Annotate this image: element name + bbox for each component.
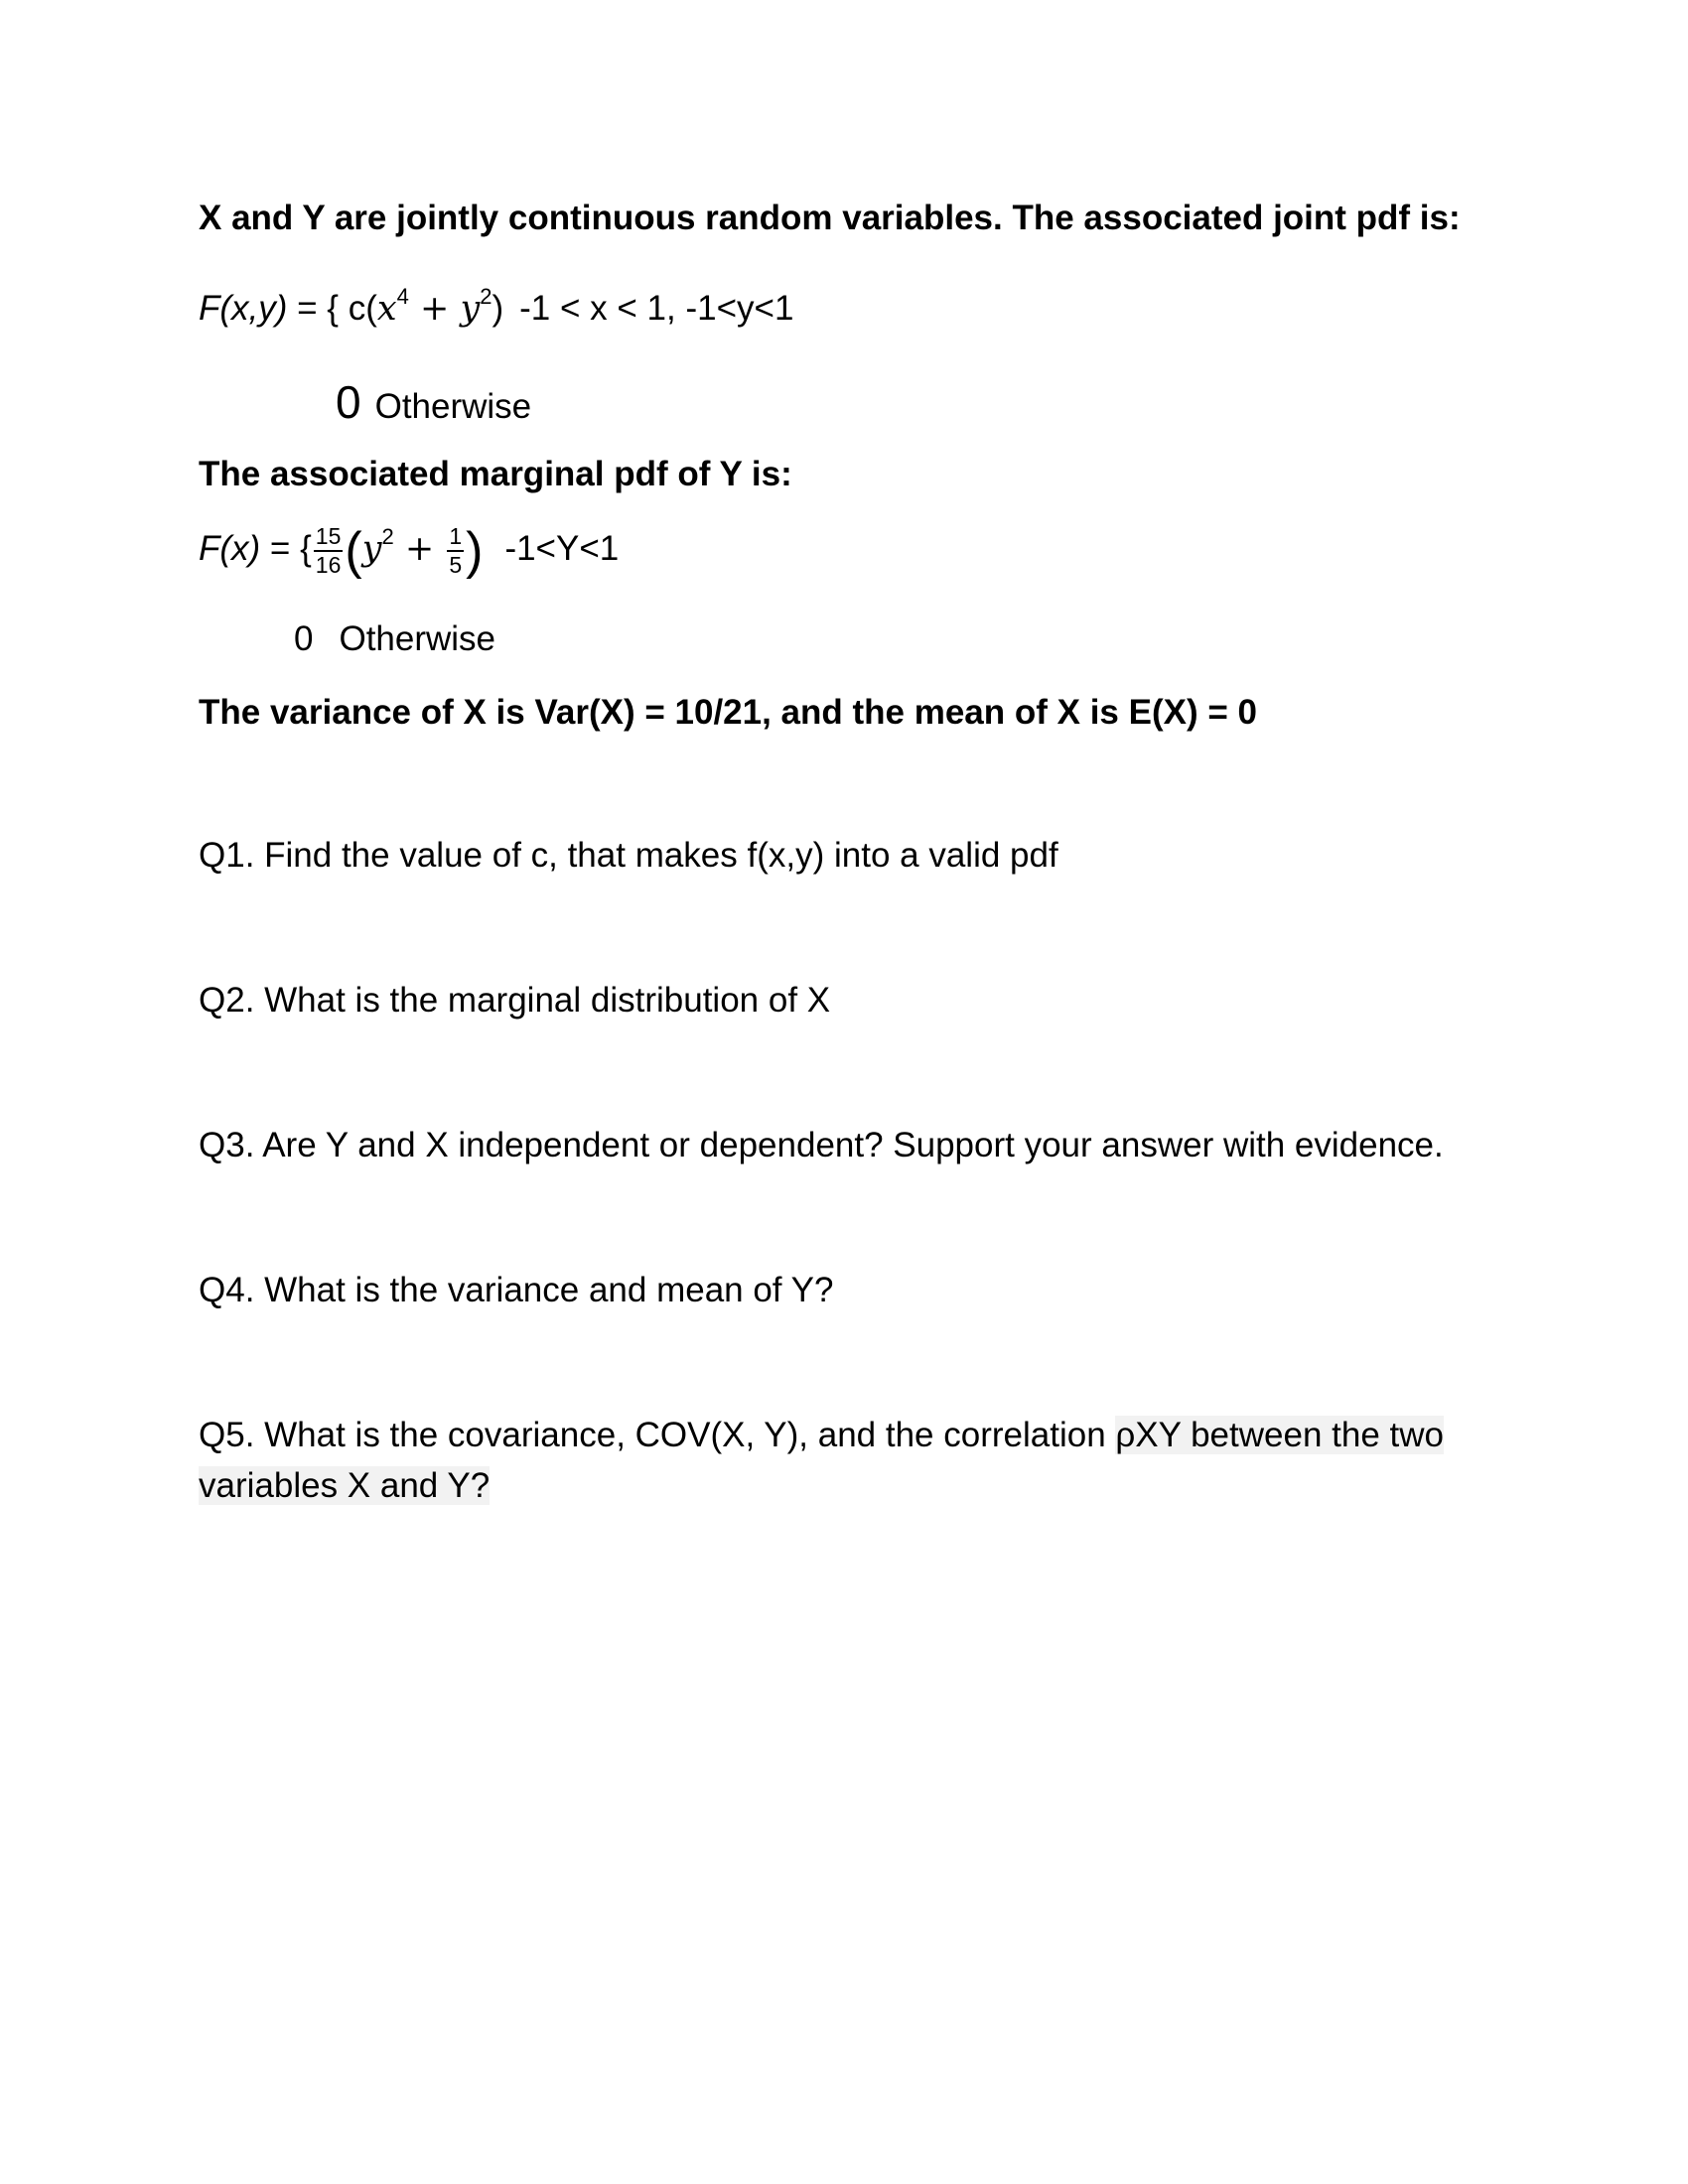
question-3: Q3. Are Y and X independent or dependent? Support your answer with evidence.	[199, 1126, 1444, 1164]
joint-otherwise-text: Otherwise	[374, 387, 532, 426]
marginal-exp-y: 2	[381, 524, 394, 549]
question-5	[199, 1416, 1444, 1455]
joint-pdf-eq: = { c(	[287, 289, 377, 328]
marginal-plus: +	[393, 529, 446, 569]
fraction-den: 16	[315, 551, 342, 578]
fraction2-num: 1	[447, 525, 464, 552]
fraction2-den: 5	[449, 551, 463, 578]
joint-otherwise-line	[336, 375, 531, 429]
fraction-15-16	[314, 522, 344, 578]
joint-exp-x: 4	[396, 284, 409, 309]
marginal-range: -1<Y<1	[504, 529, 620, 568]
question-5-part3: variables X and Y?	[199, 1466, 491, 1505]
joint-pdf-label: F(x,y)	[199, 289, 288, 328]
marginal-pdf-equation	[199, 521, 620, 580]
marginal-otherwise-value: 0	[294, 619, 314, 658]
marginal-otherwise-text: Otherwise	[339, 619, 496, 658]
marginal-lparen: (	[345, 521, 362, 580]
marginal-pdf-label: F(x)	[199, 529, 261, 568]
marginal-heading: The associated marginal pdf of Y is:	[199, 455, 792, 493]
question-2: Q2. What is the marginal distribution of X	[199, 981, 831, 1020]
fraction-1-5	[447, 522, 464, 578]
intro-text: X and Y are jointly continuous random variables. The associated joint pdf is:	[199, 199, 1461, 237]
joint-var-y: y	[460, 289, 481, 329]
joint-close: )	[492, 289, 504, 328]
question-5-part1: Q5. What is the covariance, COV(X, Y), and the correlation	[199, 1416, 1116, 1454]
marginal-var-y: y	[361, 529, 382, 569]
question-5-part2: ρXY between the two	[1115, 1416, 1444, 1454]
joint-pdf-equation	[199, 284, 793, 329]
joint-var-x: x	[376, 289, 397, 329]
question-4: Q4. What is the variance and mean of Y?	[199, 1271, 834, 1309]
joint-otherwise-value: 0	[336, 376, 361, 428]
joint-exp-y: 2	[480, 284, 492, 309]
joint-plus: +	[408, 289, 461, 329]
marginal-rparen: )	[466, 521, 484, 580]
fraction-num: 15	[314, 525, 344, 552]
marginal-pdf-eq: = {	[260, 529, 312, 568]
joint-range: -1 < x < 1, -1<y<1	[519, 289, 794, 328]
marginal-otherwise-line	[294, 619, 495, 659]
variance-statement: The variance of X is Var(X) = 10/21, and the mean of X is E(X) = 0	[199, 693, 1257, 732]
question-5-cont	[199, 1466, 490, 1506]
question-1: Q1. Find the value of c, that makes f(x,y) into a valid pdf	[199, 836, 1058, 875]
